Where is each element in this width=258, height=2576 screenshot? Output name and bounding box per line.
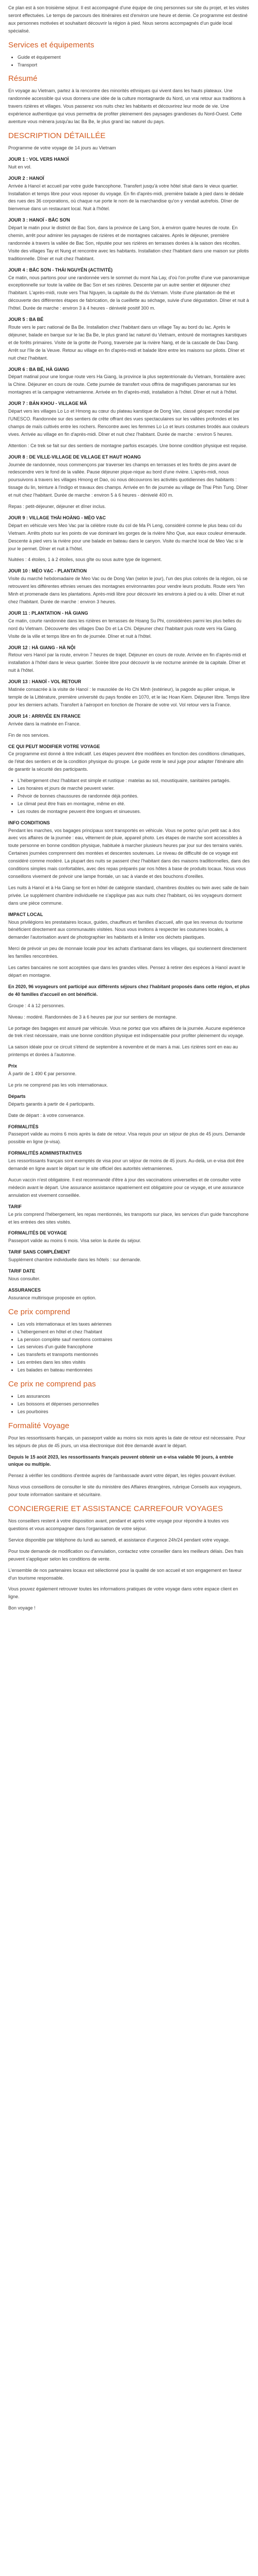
paragraph: Aucun vaccin n'est obligatoire. Il est recommandé d'être à jour des vaccinations universelles et de consulter votre médecin avant le départ. Une assurance assistance rapatriement est obligatoire pour ce voyage, et une assurance annulation est vivement conseillée. [8, 1177, 244, 1198]
list-item: • Les boissons et dépenses personnelles [18, 1400, 250, 1408]
paragraph: Les ressortissants français sont exemptés de visa pour un séjour de moins de 45 jours. Au-delà, un e-visa doit être demandé en ligne avant le départ sur le site officiel des autorités vietnamiennes. [8, 1158, 244, 1172]
bullet-list [8, 1393, 250, 1416]
list-item: • Les routes de montagne peuvent être longues et sinueuses. [18, 808, 250, 816]
bullet-list [8, 54, 250, 69]
paragraph: L'ensemble de nos partenaires locaux est sélectionné pour la qualité de son accueil et son engagement en faveur d'un tourisme responsable. [8, 1567, 242, 1581]
subheading-jour-13-hanoi-vol-retour: JOUR 13 : HANOÏ - VOL RETOUR [8, 679, 82, 685]
paragraph: Départ en véhicule vers Meo Vac par la célèbre route du col de Ma Pi Leng, considéré comme le plus beau col du Vietnam. Arrêts photo sur les points de vue dominant les gorges de la rivière Nho Que, aux eaux couleur émeraude. Descente à pied vers la rivière pour une balade en bateau dans le canyon. Visite du marché local de Meo Vac si le jour le permet. Dîner et nuit à l'hôtel. [8, 522, 247, 551]
subheading-jour-8-de-ville-village-de-village-et-ha: JOUR 8 : DE VILLE-VILLAGE DE VILLAGE ET HAUT HOANG [8, 454, 141, 460]
paragraph: Visite du marché hebdomadaire de Meo Vac ou de Dong Van (selon le jour), l'un des plus colorés de la région, où se retrouvent les différentes ethnies venues des montagnes environnantes pour vendre leurs produits. Route vers Yen Minh et promenade dans les plantations. Après-midi libre pour découvrir les environs à pied ou à vélo. Dîner et nuit chez l'habitant. Durée de marche : environ 3 heures. [8, 576, 248, 604]
subheading-assurances: ASSURANCES [8, 1287, 41, 1293]
subheading-jour-5-ba-be: JOUR 5 : BA BỂ [8, 317, 44, 323]
section-heading-ce-prix-comprend: Ce prix comprend [8, 1307, 70, 1316]
paragraph: Départ le matin pour le district de Bac Son, dans la province de Lang Son, à environ quatre heures de route. En chemin, arrêt pour admirer les paysages de rizières et de montagnes calcaires. Après le déjeuner, première randonnée à travers la vallée de Bac Son, réputée pour ses rizières en terrasses dorées à la saison des récoltes. Visite des villages Tay et Nung et rencontre avec les habitants. Installation chez l'habitant dans une maison sur pilotis traditionnelle. Dîner et nuit chez l'habitant. [8, 225, 249, 261]
subheading-tarif-date: TARIF DATE [8, 1268, 36, 1274]
paragraph: Nuit en vol. [8, 164, 32, 170]
subheading-tarif-sans-complement: TARIF SANS COMPLÉMENT [8, 1249, 70, 1255]
paragraph: En voyage au Vietnam, partez à la rencontre des minorités ethniques qui vivent dans les hauts plateaux. Une randonnée accessible qui vous donnera une idée de la culture montagnarde du Nord, un vrai retour aux traditions à travers rizières et villages. Vous passerez vos nuits chez les habitants et découvrirez leur mode de vie. Une expérience authentique qui vous permettra de profiter pleinement des paysages grandioses du Nord-Ouest. Cette aventure vous mènera jusqu'au lac Ba Be, le plus grand lac naturel du pays. [8, 88, 246, 125]
paragraph: La saison idéale pour ce circuit s'étend de septembre à novembre et de mars à mai. Les rizières sont en eau au printemps et dorées à l'automne. [8, 1044, 238, 1058]
list-item: • Guide et équipement [18, 54, 250, 61]
subheading-jour-3-hanoi-bac-son: JOUR 3 : HANOÏ - BẮC SƠN [8, 217, 70, 223]
list-item: • Le climat peut être frais en montagne, même en été. [18, 800, 250, 808]
subheading-jour-12-ha-giang-ha-noi: JOUR 12 : HÀ GIANG - HÀ NỘI [8, 645, 76, 650]
list-item: • La pension complète sauf mentions contraires [18, 1336, 250, 1344]
paragraph: Retour vers Hanoï par la route, environ 7 heures de trajet. Déjeuner en cours de route. Arrivée en fin d'après-midi et installation à l'hôtel dans le vieux quartier. Soirée libre pour découvrir la vie nocturne animée de la capitale. Dîner et nuit à l'hôtel. [8, 652, 246, 673]
subheading-formalites-administratives: FORMALITÉS ADMINISTRATIVES [8, 1150, 82, 1156]
list-item: • Les vols internationaux et les taxes aériennes [18, 1320, 250, 1328]
paragraph: Repas : petit-déjeuner, déjeuner et dîner inclus. [8, 504, 106, 510]
paragraph: Assurance multirisque proposée en option. [8, 1295, 96, 1300]
list-item: • Les entrées dans les sites visités [18, 1359, 250, 1366]
subheading-jour-11-plantation-ha-giang: JOUR 11 : PLANTATION - HÀ GIANG [8, 610, 88, 616]
paragraph: Ce plan est à son troisième séjour. Il est accompagné d'une équipe de cinq personnes sur site du projet, et les visites seront effectuées. Le temps de parcours des itinéraires est d'environ une heure et demie. Ce programme est destiné aux personnes motivées et souhaitant découvrir la région à pied. Nous serons accompagnés d'un guide local spécialisé. [8, 5, 249, 33]
paragraph: Départs garantis à partir de 4 participants. [8, 1101, 95, 1107]
paragraph: Le prix comprend l'hébergement, les repas mentionnés, les transports sur place, les services d'un guide francophone et les entrées des sites visités. [8, 1211, 249, 1225]
paragraph: Date de départ : à votre convenance. [8, 1112, 85, 1118]
bullet-list [8, 1320, 250, 1374]
subheading-jour-4-bac-son-thai-nguyen-activite: JOUR 4 : BẮC SƠN - THÁI NGUYÊN (ACTIVITÉ) [8, 267, 113, 273]
paragraph: Nuitées : 4 étoiles, 1 à 2 étoiles, sous gîte ou sous autre type de logement. [8, 557, 162, 563]
section-heading-conciergerie-et-assistance-carrefour-voy: CONCIERGERIE ET ASSISTANCE CARREFOUR VOYAGES [8, 1504, 223, 1514]
paragraph: Départ vers les villages Lo Lo et Hmong au cœur du plateau karstique de Dong Van, classé géoparc mondial par l'UNESCO. Randonnée sur des sentiers de crête offrant des vues spectaculaires sur les vallées profondes et les champs de maïs cultivés entre les rochers. Rencontre avec les femmes Lo Lo et leurs costumes brodés aux couleurs vives. Arrivée au village en fin d'après-midi. Dîner et nuit chez l'habitant. Durée de marche : environ 5 heures. [8, 409, 249, 437]
paragraph: Vous pouvez également retrouver toutes les informations pratiques de votre voyage dans votre espace client en ligne. [8, 1586, 238, 1600]
paragraph: Journée de randonnée, nous commençons par traverser les champs en terrasses et les forêts de pins avant de redescendre vers le fond de la vallée. Pause déjeuner pique-nique au bord d'une rivière. L'après-midi, nous poursuivons à travers les villages Hmong et Dao, où nous découvrons les activités quotidiennes des habitants : tissage du lin, teinture à l'indigo et travaux des champs. Arrivée en fin de journée au village de Thai Phin Tung. Dîner et nuit chez l'habitant. Durée de marche : environ 5 à 6 heures - dénivelé 400 m. [8, 462, 248, 498]
subheading-ce-qui-peut-modifier-votre-voyage: CE QUI PEUT MODIFIER VOTRE VOYAGE [8, 743, 100, 749]
subheading-jour-6-ba-be-ha-giang: JOUR 6 : BA BỂ, HÀ GIANG [8, 366, 70, 372]
paragraph: Matinée consacrée à la visite de Hanoï : le mausolée de Ho Chi Minh (extérieur), la pagode au pilier unique, le temple de la Littérature, première université du pays fondée en 1070, et le lac Hoan Kiem. Déjeuner libre. Temps libre pour les derniers achats. Transfert à l'aéroport en fonction de l'horaire de votre vol. Vol retour vers la France. [8, 687, 250, 707]
paragraph: Pour toute demande de modification ou d'annulation, contactez votre conseiller dans les meilleurs délais. Des frais peuvent s'appliquer selon les conditions de vente. [8, 1548, 244, 1562]
paragraph: Ce programme est donné à titre indicatif. Les étapes peuvent être modifiées en fonction des conditions climatiques, de l'état des sentiers et de la condition physique du groupe. Le guide reste le seul juge pour adapter l'itinéraire afin de garantir la sécurité des participants. [8, 751, 246, 772]
paragraph: Nous consulter. [8, 1276, 41, 1281]
paragraph: Merci de prévoir un peu de monnaie locale pour les achats d'artisanat dans les villages, qui soutiennent directement les familles rencontrées. [8, 946, 247, 959]
paragraph: Le portage des bagages est assuré par véhicule. Vous ne portez que vos affaires de la journée. Aucune expérience de trek n'est nécessaire, mais une bonne condition physique est indispensable pour profiter pleinement du voyage. [8, 1025, 246, 1039]
section-heading-resume: Résumé [8, 74, 38, 83]
subheading-departs: Départs [8, 1093, 26, 1099]
paragraph: Supplément chambre individuelle dans les hôtels : sur demande. [8, 1257, 141, 1263]
paragraph: Nos conseillers restent à votre disposition avant, pendant et après votre voyage pour répondre à toutes vos questions et vous accompagner dans l'organisation de votre séjour. [8, 1518, 229, 1531]
paragraph: Service disponible par téléphone du lundi au samedi, et assistance d'urgence 24h/24 pendant votre voyage. [8, 1537, 230, 1543]
paragraph: Pendant les marches, vos bagages principaux sont transportés en véhicule. Vous ne portez qu'un petit sac à dos avec vos affaires de la journée : eau, vêtement de pluie, appareil photo. Les étapes de marche sont accessibles à toute personne en bonne condition physique, habituée à marcher plusieurs heures par jour sur des terrains variés. Certaines journées comprennent des montées et descentes soutenues. Le niveau de difficulté de ce voyage est considéré comme modéré. La plupart des nuits se passent chez l'habitant dans des maisons traditionnelles, dans des conditions simples mais confortables, avec des repas préparés par nos hôtes à base de produits locaux. Nous vous conseillons vivement de prévoir une lampe frontale, un sac à viande et des bouchons d'oreilles. [8, 827, 250, 879]
paragraph: Ce matin, courte randonnée dans les rizières en terrasses de Hoang Su Phi, considérées parmi les plus belles du nord du Vietnam. Découverte des villages Dao Do et La Chi. Déjeuner chez l'habitant puis route vers Ha Giang. Visite de la ville et temps libre en fin de journée. Dîner et nuit à l'hôtel. [8, 618, 241, 639]
list-item: • Transport [18, 61, 250, 69]
subheading-impact-local: IMPACT LOCAL [8, 911, 43, 917]
paragraph: Nous privilégions les prestataires locaux, guides, chauffeurs et familles d'accueil, afin que les revenus du tourisme bénéficient directement aux communautés visitées. Nous vous invitons à respecter les coutumes locales, à demander l'autorisation avant de photographier les habitants et à limiter vos déchets plastiques. [8, 919, 243, 940]
list-item: • Les transferts et transports mentionnés [18, 1351, 250, 1359]
subheading-jour-10-meo-vac-plantation: JOUR 10 : MÈO VẠC - PLANTATION [8, 568, 87, 574]
paragraph: Nous vous conseillons de consulter le site du ministère des Affaires étrangères, rubrique Conseils aux voyageurs, pour toute information sanitaire et sécuritaire. [8, 1484, 242, 1498]
bullet-list [8, 777, 250, 816]
subheading-formalites-de-voyage: FORMALITÉS DE VOYAGE [8, 1230, 67, 1236]
paragraph: Programme de votre voyage de 14 jours au Vietnam [8, 145, 116, 150]
section-heading-formalite-voyage: Formalité Voyage [8, 1421, 70, 1430]
list-item: • Les pourboires [18, 1408, 250, 1416]
subheading-info-conditions: INFO CONDITIONS [8, 820, 50, 825]
paragraph: Route vers le parc national de Ba Be. Installation chez l'habitant dans un village Tay au bord du lac. Après le déjeuner, balade en barque sur le lac Ba Be, le plus grand lac naturel du Vietnam, entouré de montagnes karstiques et de forêts primaires. Visite de la grotte de Puong, traversée par la rivière Nang, et de la cascade de Dau Dang. Arrêt sur l'île de la Veuve. Retour au village en fin d'après-midi et balade libre entre les maisons sur pilotis. Dîner et nuit chez l'habitant. [8, 325, 247, 361]
paragraph: Arrivée dans la matinée en France. [8, 721, 81, 726]
section-heading-services-et-equipements: Services et équipements [8, 40, 94, 49]
paragraph: Les nuits à Hanoï et à Ha Giang se font en hôtel de catégorie standard, chambres doubles ou twin avec salle de bain privée. Le supplément chambre individuelle ne s'applique pas aux nuits chez l'habitant, où les voyageurs dorment dans une pièce commune. [8, 885, 249, 906]
paragraph: Passeport valide au moins 6 mois après la date de retour. Visa requis pour un séjour de plus de 45 jours. Demande possible en ligne (e-visa). [8, 1131, 246, 1145]
paragraph: Bon voyage ! [8, 1605, 36, 1611]
paragraph: Depuis le 15 août 2023, les ressortissants français peuvent obtenir un e-visa valable 90 jours, à entrée unique ou multiple. [8, 1454, 234, 1467]
paragraph: Le prix ne comprend pas les vols internationaux. [8, 1082, 108, 1088]
list-item: • Les services d'un guide francophone [18, 1343, 250, 1351]
subheading-jour-1-vol-vers-hanoi: JOUR 1 : VOL VERS HANOÏ [8, 156, 69, 162]
list-item: • Les assurances [18, 1393, 250, 1400]
subheading-jour-9-village-thai-hoang-meo-vac: JOUR 9 : VILLAGE THÀI HOÀNG - MÈO VẠC [8, 515, 106, 520]
section-heading-description-detaillee: DESCRIPTION DÉTAILLÉE [8, 131, 106, 140]
paragraph: Attention : Ce trek se fait sur des sentiers de montagne parfois escarpés. Une bonne condition physique est requise. [8, 443, 248, 448]
paragraph: En 2020, 96 voyageurs ont participé aux différents séjours chez l'habitant proposés dans cette région, et plus de 40 familles d'accueil en ont bénéficié. [8, 984, 250, 997]
paragraph: Niveau : modéré. Randonnées de 3 à 6 heures par jour sur sentiers de montagne. [8, 1014, 177, 1020]
section-heading-ce-prix-ne-comprend-pas: Ce prix ne comprend pas [8, 1380, 96, 1389]
list-item: • Les balades en bateau mentionnées [18, 1366, 250, 1374]
paragraph: Les cartes bancaires ne sont acceptées que dans les grandes villes. Pensez à retirer des espèces à Hanoï avant le départ en montagne. [8, 965, 246, 978]
list-item: • Les horaires et jours de marché peuvent varier. [18, 785, 250, 792]
paragraph: Pensez à vérifier les conditions d'entrée auprès de l'ambassade avant votre départ, les règles pouvant évoluer. [8, 1473, 236, 1479]
subheading-jour-7-ban-khou-village-ma: JOUR 7 : BẢN KHOU - VILLAGE MÃ [8, 401, 87, 406]
paragraph: Fin de nos services. [8, 732, 50, 738]
subheading-prix: Prix [8, 1063, 18, 1069]
paragraph: À partir de 1 490 € par personne. [8, 1071, 77, 1077]
list-item: • L'hébergement en hôtel et chez l'habitant [18, 1328, 250, 1336]
paragraph: Départ matinal pour une longue route vers Ha Giang, la province la plus septentrionale du Vietnam, frontalière avec la Chine. Déjeuner en cours de route. Cette journée de transfert vous offrira de magnifiques panoramas sur les montagnes et la campagne vietnamienne. Arrivée en fin d'après-midi, installation à l'hôtel. Dîner et nuit à l'hôtel. [8, 374, 246, 395]
paragraph: Groupe : 4 à 12 personnes. [8, 1003, 65, 1008]
paragraph: Arrivée à Hanoï et accueil par votre guide francophone. Transfert jusqu'à votre hôtel situé dans le vieux quartier. Installation et temps libre pour vous reposer du voyage. En fin d'après-midi, première balade à pied dans le dédale des rues des 36 corporations, où chaque rue porte le nom de la marchandise qu'on y vendait autrefois. Dîner de bienvenue dans un restaurant local. Nuit à l'hôtel. [8, 183, 244, 212]
subheading-jour-2-hanoi: JOUR 2 : HANOÏ [8, 175, 44, 181]
list-item: • L'hébergement chez l'habitant est simple et rustique : matelas au sol, moustiquaire, sanitaires partagés. [18, 777, 250, 785]
paragraph: Pour les ressortissants français, un passeport valide au moins six mois après la date de retour est nécessaire. Pour les séjours de plus de 45 jours, un visa électronique doit être demandé avant le départ. [8, 1435, 246, 1448]
subheading-formalites: FORMALITÉS [8, 1124, 39, 1129]
list-item: • Prévoir de bonnes chaussures de randonnée déjà portées. [18, 792, 250, 800]
paragraph: Ce matin, nous partons pour une randonnée vers le sommet du mont Na Lay, d'où l'on profite d'une vue panoramique exceptionnelle sur toute la vallée de Bac Son et ses rizières. Descente par un autre sentier et déjeuner chez l'habitant. L'après-midi, route vers Thai Nguyen, la capitale du thé du Vietnam. Visite d'une plantation de thé et découverte des différentes étapes de fabrication, de la cueillette au séchage, suivie d'une dégustation. Dîner et nuit à l'hôtel. Durée de marche : environ 3 à 4 heures - dénivelé positif 300 m. [8, 275, 250, 311]
subheading-jour-14-arrivee-en-france: JOUR 14 : ARRIVÉE EN FRANCE [8, 713, 81, 719]
paragraph: Passeport valide au moins 6 mois. Visa selon la durée du séjour. [8, 1238, 141, 1244]
subheading-tarif: TARIF [8, 1204, 22, 1209]
